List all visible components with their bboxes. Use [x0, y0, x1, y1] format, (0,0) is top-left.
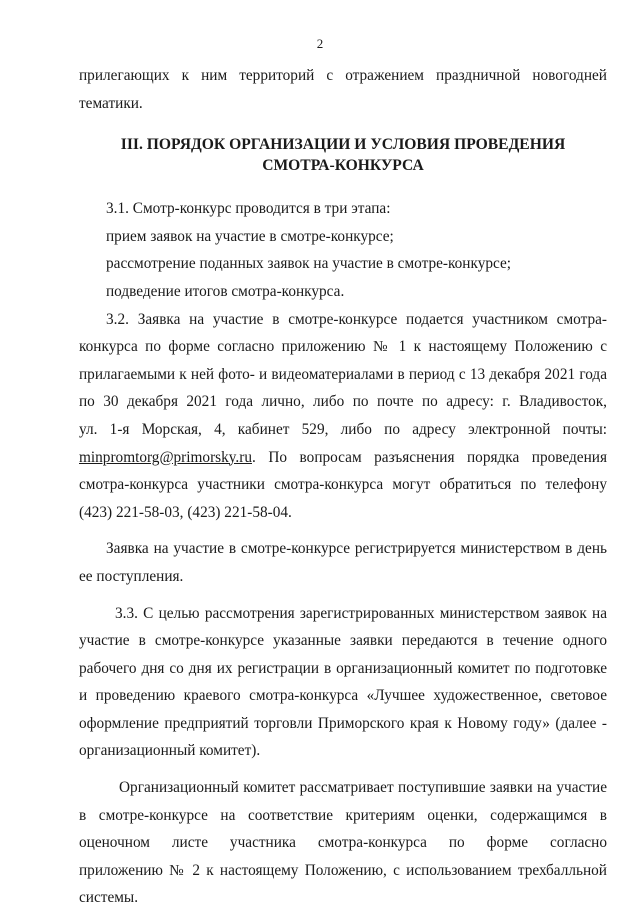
- paragraph-3-3: [79, 600, 607, 766]
- text-line: 3.2. Заявка на участие в смотре-конкурсе подается участником смотра-: [106, 310, 607, 328]
- text-line: [79, 444, 607, 472]
- text-line: системы.: [79, 889, 139, 907]
- text-line: рабочего дня со дня их регистрации в организационный комитет по подготовке: [79, 659, 607, 677]
- text-line: организационный комитет).: [79, 742, 261, 760]
- page-number: 2: [316, 36, 324, 51]
- section-heading: [79, 134, 607, 176]
- text-line: рассмотрение поданных заявок на участие в смотре-конкурсе;: [106, 255, 512, 273]
- text-line: прилагаемыми к ней фото- и видеоматериалами в период с 13 декабря 2021 года: [79, 365, 607, 383]
- text-fragment: . По вопросам разъяснения порядка проведения: [252, 448, 607, 466]
- text-line: ее поступления.: [79, 567, 184, 585]
- text-line: тематики.: [79, 94, 143, 112]
- text-line: конкурса по форме согласно приложению № 1 к настоящему Положению с: [79, 338, 607, 356]
- text-line: подведение итогов смотра-конкурса.: [106, 282, 345, 300]
- text-line: прилегающих к ним территорий с отражением праздничной новогодней: [79, 67, 607, 84]
- page-content: [79, 62, 607, 912]
- text-line: 3.3. С целью рассмотрения зарегистрированных министерством заявок на: [115, 604, 607, 622]
- text-line: Организационный комитет рассматривает поступившие заявки на участие: [119, 779, 607, 797]
- text-line: ул. 1-я Морская, 4, кабинет 529, либо по адресу электронной почты:: [79, 420, 607, 438]
- text-line: прием заявок на участие в смотре-конкурсе;: [106, 227, 394, 245]
- text-line: (423) 221-58-03, (423) 221-58-04.: [79, 503, 292, 521]
- paragraph-registration: [79, 535, 607, 590]
- paragraph-3-2: [79, 306, 607, 527]
- text-line: участие в смотре-конкурсе указанные заявки передаются в течение одного: [79, 632, 607, 650]
- text-line: смотра-конкурса участники смотра-конкурса могут обратиться по телефону: [79, 476, 607, 494]
- intro-paragraph: [79, 62, 607, 117]
- paragraph-3-1: [79, 195, 607, 305]
- text-line: и проведению краевого смотра-конкурса «Лучшее художественное, световое: [79, 687, 607, 705]
- email-link[interactable]: minpromtorg@primorsky.ru: [79, 448, 252, 466]
- text-line: Заявка на участие в смотре-конкурсе регистрируется министерством в день: [106, 540, 607, 558]
- text-line: оформление предприятий торговли Приморского края к Новому году» (далее -: [79, 714, 607, 732]
- text-line: приложению № 2 к настоящему Положению, с использованием трехбалльной: [79, 861, 607, 879]
- text-line: оценочном листе участника смотра-конкурса по форме согласно: [79, 834, 607, 852]
- paragraph-org-committee: [79, 774, 607, 912]
- section-heading-line: СМОТРА-КОНКУРСА: [262, 157, 424, 175]
- text-line: по 30 декабря 2021 года лично, либо по почте по адресу: г. Владивосток,: [79, 393, 607, 411]
- section-heading-line: III. ПОРЯДОК ОРГАНИЗАЦИИ И УСЛОВИЯ ПРОВЕДЕНИЯ: [120, 136, 566, 154]
- text-line: в смотре-конкурсе на соответствие критериям оценки, содержащимся в: [79, 806, 607, 824]
- text-line: 3.1. Смотр-конкурс проводится в три этапа:: [106, 200, 391, 218]
